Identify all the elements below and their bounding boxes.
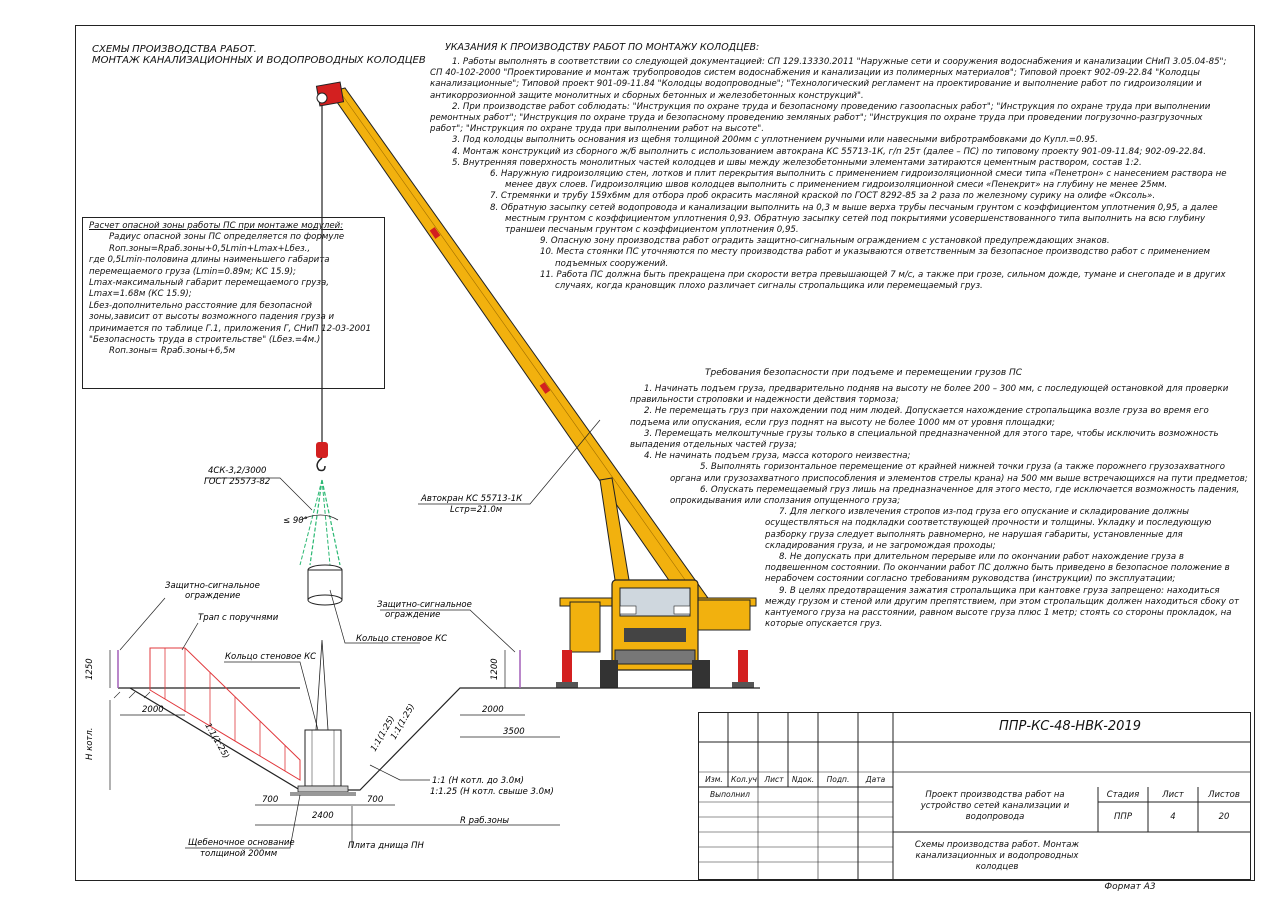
danger-zone-line: перемещаемого груза (Lmin=0.89м; КС 15.9);: [89, 266, 296, 277]
stamp-stage: ППР: [1114, 812, 1132, 822]
safety-item: 2. Не перемещать груз при нахождении под ним людей. Допускается нахождение стропальщика возле груза во время его подъема или опускания, если груз поднят на высоту не более 1000 мм от уровня площадки;: [630, 406, 1209, 428]
gravel-label-2: толщиной 200мм: [200, 849, 278, 859]
danger-zone-line: Rоп.зоны=Rраб.зоны+0,5Lmin+Lmax+Lбез.,: [109, 243, 311, 254]
danger-zone-line: принимается по таблице Г.1, приложения Г, СНиП 12-03-2001: [89, 323, 372, 334]
stamp-sheets: 20: [1218, 812, 1230, 822]
crane-label: Автокран КС 55713-1К: [421, 494, 523, 504]
stamp-col-podp: Подп.: [826, 775, 850, 784]
dim-2000-right: 2000: [482, 705, 504, 715]
instruction-item: 4. Монтаж конструкций из сборного ж/б выполнить с использованием автокрана КС 55713-1К, г/п 25т (далее – ПС) по типовому проекту 901-09-11.84; 902-09-22.84.: [452, 146, 1206, 157]
safety-item: 6. Опускать перемещаемый груз лишь на предназначенное для этого место, где исключается возможность падения, опрокидывания или сползания опущенного груза;: [670, 484, 1240, 507]
danger-zone-line: Радиус опасной зоны ПС определяется по формуле: [109, 232, 345, 243]
instruction-item: 11. Работа ПС должна быть прекращена при скорости ветра превышающей 7 м/с, а также при грозе, сильном дожде, тумане и снегопаде и в других случаях, когда крановщик плохо различает сигналы стропальщика или перемещаемый груз.: [540, 269, 1226, 292]
r-zone-label: R раб.зоны: [460, 816, 510, 826]
crane-hook: [316, 442, 328, 471]
instruction-item: 9. Опасную зону производства работ оградить защитно-сигнальным ограждением с установкой предупреждающих знаков.: [540, 236, 1110, 247]
dim-700-right: 700: [367, 795, 384, 805]
dim-3500: 3500: [503, 727, 525, 737]
ring-pit-label: Кольцо стеновое КС: [356, 634, 448, 644]
danger-zone-line: Lmax-максимальный габарит перемещаемого груза,: [89, 278, 329, 289]
safety-title: Требования безопасности при подъеме и перемещении грузов ПС: [705, 368, 1023, 378]
safety-item: 5. Выполнять горизонтальное перемещение от крайней нижней точки груза (а также порожнего грузозахватного органа или грузозахватного приспособления и элементов стрелы крана) на 500 мм выше встречающихся на пути предметов;: [670, 462, 1248, 484]
gravel-label-1: Щебеночное основание: [188, 838, 295, 848]
instruction-item: 1. Работы выполнять в соответствии со следующей документацией: СП 129.13330.2011 "Наружные сети и сооружения водоснабжения и канализации СНиП 3.05.04-85"; СП 40-102-2000 "Проектирование и монтаж трубопроводов систем водоснабжения и канализации из полимерных материалов"; Типовой проект 902-09-22.84 "Колодцы канализационные"; Типовой проект 901-09-11.84 "Колодцы водопроводные"; "Технологический регламент на проектирование и выполнение работ по гидроизоляции и антикоррозионной защите монолитных и сборных бетонных и железобетонных конструкций".: [430, 57, 1227, 101]
dim-2000-left: 2000: [142, 705, 164, 715]
instruction-item: 10. Места стоянки ПС уточняются по месту производства работ и указываются ответственным за безопасное производство работ с применением подъемных сооружений.: [540, 247, 1211, 269]
height-left-label: 1250: [85, 658, 95, 680]
stamp-stage-label: Стадия: [1106, 790, 1140, 800]
stamp-project-title: Проект производства работ на устройство сетей канализации и водопровода: [920, 790, 1070, 822]
stamp-sheet-label: Лист: [1162, 790, 1184, 800]
stamp-format: Формат А3: [1104, 882, 1156, 892]
angle-label: ≤ 90°: [283, 516, 308, 526]
fence-left-label-2: ограждение: [185, 591, 241, 601]
ladder-label: Трап с поручнями: [198, 613, 279, 623]
danger-zone-line: зоны,зависит от высоты возможного падения груза и: [89, 312, 335, 323]
dim-700-left: 700: [262, 795, 279, 805]
stamp-sheets-label: Листов: [1208, 790, 1240, 800]
safety-item: 3. Перемещать мелкоштучные грузы только в специальной предназначенной для этого таре, чтобы исключить возможность выпадения отдельных частей груза;: [630, 428, 1219, 451]
stamp-col-date: Дата: [865, 775, 886, 784]
instruction-item: 6. Наружную гидроизоляцию стен, лотков и плит перекрытия выполнить с применением гидроизоляционной смеси типа «Пенетрон» с нанесением раствора не менее двух слоев. Гидроизоляцию швов колодцев выполнить с применением гидроизоляционной смеси «Пенекрит» на глубину не менее 25мм.: [490, 169, 1227, 191]
stamp-col-list: Лист: [764, 775, 784, 784]
header-title-line2: МОНТАЖ КАНАЛИЗАЦИОННЫХ И ВОДОПРОВОДНЫХ КОЛОДЦЕВ: [92, 55, 426, 66]
danger-zone-line: где 0,5Lmin-половина длины наименьшего габарита: [89, 255, 330, 266]
stamp-col-izm: Изм.: [705, 775, 723, 784]
crane-boom: [316, 82, 720, 625]
slope-left-label: 1:1(1:25): [202, 721, 231, 761]
instruction-item: 3. Под колодцы выполнить основания из щебня толщиной 200мм с уплотнением ручными или навесными вибротрамбовками до Купл.=0.95.: [452, 135, 1098, 146]
instruction-item: 7. Стремянки и трубу 159х6мм для отбора проб окрасить масляной краской по ГОСТ 8292-85 за 2 раза по железному сурику на олифе «Оксоль».: [490, 191, 1156, 202]
stamp-executed: Выполнил: [710, 790, 750, 799]
ring-load-label: Кольцо стеновое КС: [225, 652, 317, 662]
height-right-label: 1200: [490, 658, 500, 680]
danger-zone-line: "Безопасность труда в строительстве" (Lбез.=4м.): [89, 335, 321, 346]
load-ring: [308, 565, 342, 605]
slope-note-1: 1:1 (Н котл. до 3.0м): [432, 776, 524, 786]
sling-gost-label: ГОСТ 25573-82: [204, 477, 271, 487]
stamp-sheet: 4: [1170, 812, 1176, 822]
slope-right2-label: 1:1(1:25): [388, 702, 418, 742]
danger-zone-title: Расчет опасной зоны работы ПС при монтаже модулей:: [89, 221, 344, 231]
slope-note-2: 1:1.25 (Н котл. свыше 3.0м): [430, 787, 554, 797]
crane-truck: [556, 580, 756, 688]
safety-item: 8. Не допускать при длительном перерыве или по окончании работ нахождение груза в подвешенном состоянии. По окончании работ ПС должно быть приведено в безопасное положение в нерабочем состоянии согласно требованиям руководства (инструкции) по эксплуатации;: [765, 552, 1230, 585]
instruction-item: 2. При производстве работ соблюдать: "Инструкция по охране труда и безопасному проведению газоопасных работ"; "Инструкция по охране труда при выполнении ремонтных работ"; "Инструкция по охране труда и безопасному проведению земляных работ"; "Инструкция по охране труда при проведении погрузочно-разгрузочных работ"; "Инструкция по охране труда при выполнении работ на высоте".: [430, 101, 1211, 135]
safety-item: 9. В целях предотвращения зажатия стропальщика при кантовке груза запрещено: находиться между грузом и стеной или другим препятствием, при этом стропальщик должен находиться сбоку от кантуемого груза на расстоянии, равном высоте груза плюс 1 метр; стоять со стороны прокладок, на которые опускается груз.: [765, 585, 1240, 630]
slope-right-label: 1:1(1:25): [368, 714, 398, 754]
dim-2400: 2400: [312, 811, 334, 821]
danger-zone-line: Lбез-дополнительно расстояние для безопасной: [89, 300, 312, 311]
fence-right-label-2: ограждение: [385, 610, 441, 620]
stamp-col-koluch: Кол.уч: [731, 775, 757, 784]
sling-label: 4СК-3,2/3000: [208, 466, 267, 476]
instructions-title: УКАЗАНИЯ К ПРОИЗВОДСТВУ РАБОТ ПО МОНТАЖУ КОЛОДЦЕВ:: [445, 42, 760, 53]
stamp-sheet-title: Схемы производства работ. Монтаж канализационных и водопроводных колодцев: [914, 840, 1080, 872]
stamp-col-ndok: Nдок.: [791, 775, 815, 784]
h-kotl-label: H котл.: [85, 727, 95, 760]
fence-left-label-1: Защитно-сигнальное: [165, 581, 260, 591]
safety-item: 7. Для легкого извлечения стропов из-под груза его опускание и складирование должны осуществляться на подкладки соответствующей прочности и толщины. Укладку и последующую разборку груза следует выполнять равномерно, не нарушая габариты, установленные для складирования груза, и не загромождая проходы;: [765, 507, 1212, 551]
header-title-line1: СХЕМЫ ПРОИЗВОДСТВА РАБОТ.: [92, 44, 257, 55]
boom-length-label: Lстр=21.0м: [450, 505, 503, 515]
fence-right-label-1: Защитно-сигнальное: [377, 600, 472, 610]
slab-label: Плита днища ПН: [348, 841, 424, 851]
stamp-code: ППР-КС-48-НВК-2019: [998, 719, 1141, 734]
safety-item: 1. Начинать подъем груза, предварительно подняв на высоту не более 200 – 300 мм, с последующей остановкой для проверки правильности строповки и надежности действия тормоза;: [630, 384, 1229, 406]
instruction-item: 5. Внутренняя поверхность монолитных частей колодцев и швы между железобетонными элементами затираются цементным раствором, состав 1:2.: [452, 157, 1142, 168]
danger-zone-line: Rоп.зоны= Rраб.зоны+6,5м: [109, 346, 236, 357]
danger-zone-line: Lmax=1.68м (КС 15.9);: [89, 289, 192, 300]
instruction-item: 8. Обратную засыпку сетей водопровода и канализации выполнить на 0,3 м выше верха трубы песчаным грунтом с коэффициентом уплотнения 0,95, а далее местным грунтом с коэффициентом уплотнения 0,93. Обратную засыпку сетей под покрытиями усовершенствованного типа выполнить на всю глубину траншеи песчаным грунтом с коэффициентом уплотнения 0,95.: [490, 202, 1218, 236]
safety-item: 4. Не начинать подъем груза, масса которого неизвестна;: [644, 451, 911, 462]
